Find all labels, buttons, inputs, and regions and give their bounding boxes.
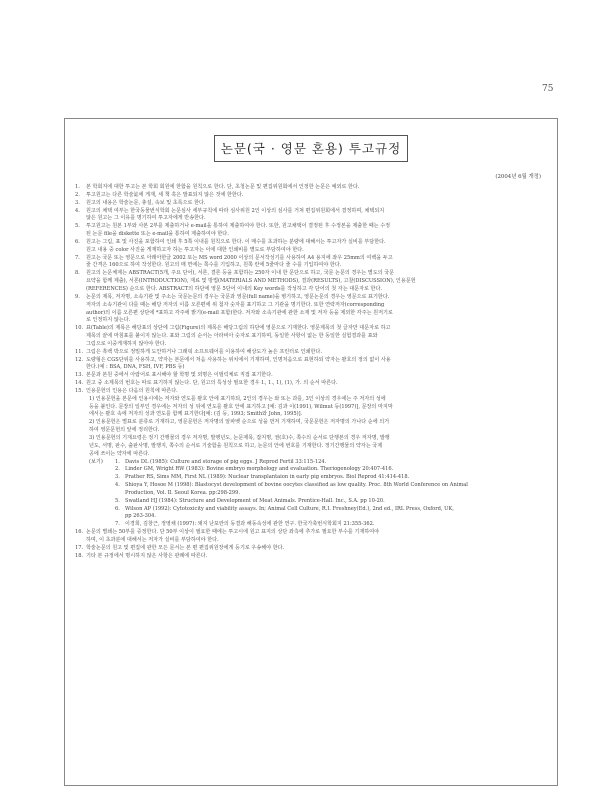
reference-text: [125, 521, 547, 529]
rule-line: 않은 원고는 그 이유를 명기하여 투고자에게 반송한다.: [86, 215, 206, 222]
reference-example: [75, 521, 547, 529]
rule-text: [86, 208, 547, 224]
rule-item: [75, 239, 547, 255]
reference-index: 6.: [115, 505, 120, 512]
rule-text: [86, 223, 547, 239]
reference-line: Production, Vol. Ⅱ. Seoul Korea. pp:298-299.: [125, 489, 241, 496]
example-label: [89, 506, 115, 522]
rule-number: 8.: [75, 270, 80, 277]
rule-line: 그림은 흑백 박으로 정밀하게 도안하거나 그래픽 소프트웨어를 이용하여 해상도가 높은 프린터로 인쇄한다.: [86, 348, 322, 355]
rule-line: 원고의 채택 여부는 한국동물번식학회 논문심사 세부규칙에 따라 심사위원 2인 이상의 심사를 거쳐 편집위원회에서 결정하며, 채택되지: [86, 207, 385, 214]
rule-line: 도량형은 CGS단위를 사용하고, 약자는 본문에서 처음 사용하는 위치에서 기재하며, 인명처음으로 표현하되 약자는 괄호의 정의 없이 사용: [86, 356, 391, 363]
reference-entry: [115, 482, 547, 498]
rule-number: 1.: [75, 184, 80, 190]
reference-index: 3.: [115, 474, 120, 481]
rule-number: 15.: [75, 387, 84, 394]
rule-text: [86, 200, 547, 208]
rule-number: 10.: [75, 325, 84, 332]
reference-line: Swatland HJ (1984): Structure and Development of Meat Animals. Prentice-Hall. Inc., S.A. pp 10-20.: [125, 497, 385, 504]
rule-line: 학술논문의 원고 및 편집에 관한 모든 문서는 본 편 편집위원장에게 등기로 우송해야 한다.: [86, 544, 285, 551]
reference-text: [125, 474, 547, 482]
rule-number: 3.: [75, 199, 80, 206]
example-label: [89, 498, 115, 506]
rule-line: 원고는 그림, 표 및 사진을 포함하여 인쇄 후 5쪽 이내를 원칙으로 한다. 이 매수를 초과하는 분량에 대해서는 투고자가 실비를 부담한다.: [86, 238, 386, 245]
rule-item: [75, 357, 547, 373]
rule-number: 4.: [75, 207, 80, 214]
rule-line: 논문의 별쇄는 50부를 증정한다. 단 50부 이상이 필요한 때에는 투고시에 원고 표지의 상단 좌측에 추가로 필요한 부수를 기재하여야: [86, 529, 380, 536]
rule-line: 원고 내용 중 color 사진을 게재하고자 하는 투고자는 이에 대한 인쇄비를 별도로 부담하여야 한다.: [86, 246, 304, 253]
reference-line: pp 263-304.: [125, 513, 156, 520]
page-number: 75: [542, 84, 554, 94]
reference-index: 7.: [115, 521, 120, 528]
rule-number: 14.: [75, 380, 84, 387]
reference-text: [125, 482, 547, 498]
rule-line: 투고원고는 원본 1부와 사본 2부를 제출하거나 e-mail을 통하여 제출하여야 한다. 또한, 원고채택이 결정된 후 수정본을 제출한 때는 수정: [86, 223, 391, 230]
rule-item: [75, 294, 547, 325]
rule-item: [75, 349, 547, 357]
reference-line: 이경희, 김창근, 정영채 (1997): 돼지 난포란의 동결과 해동속성에 관한 연구. 한국가축번식학회지 21:355-362.: [125, 521, 375, 528]
rule-line: 한다.(예 : BSA, DNA, FSH, IVF, PBS 등): [86, 364, 185, 371]
rule-item: [75, 325, 547, 349]
rule-number: 13.: [75, 372, 84, 379]
reference-body: [115, 498, 547, 506]
rule-line: 투고원고는 다른 학술誌에 게재, 세 책 혹은 발표되지 않은 것에 한한다.: [86, 191, 244, 198]
example-label: (보기): [89, 458, 103, 465]
rule-text: [86, 294, 547, 325]
reference-text: [125, 498, 547, 506]
rule-line: 줄 간격은 160으로 하여 작성한다. 원고의 매 면에는 쪽수를 기입하고, 원쪽 란에 5줄마다 줄 수를 기입하여야 한다.: [86, 262, 342, 269]
rule-text: [86, 184, 547, 192]
reference-entry: [115, 506, 547, 522]
rule-line: 된 논문 file을 diskette 또는 e-mail을 통하여 제출하여야 한다.: [86, 231, 229, 238]
reference-line: Davis DL (1985): Culture and storage of pig eggs. J Reprod Fertil 33:115-124.: [125, 458, 327, 465]
citation-rule: [75, 396, 547, 420]
citation-rule-line: 공에 쓰이는 약자에 따른다.: [89, 450, 150, 457]
reference-body: [115, 521, 547, 529]
example-label: [89, 474, 115, 482]
rule-line: 요약을 함께 제출), 서론(INTRODUCTION), 재료 및 방법(MATERIALS AND METHODS), 결과(RESULTS), 고찰(DISCUSSION), 인용문헌: [86, 278, 416, 285]
reference-example: [75, 482, 547, 498]
rule-text: [86, 349, 547, 357]
rule-line: 그림으로 이중게재하지 않아야 한다.: [86, 340, 167, 347]
rule-item: [75, 192, 547, 200]
rule-number: 11.: [75, 348, 84, 355]
reference-line: Shioya Y, Hosoe M (1998): Blastocyst development of bovine oocytes classified as low quality. Proc. 8th World Conference on Animal: [125, 482, 468, 489]
revision-date: (2004년 6월 개정): [495, 174, 541, 180]
rule-line: 저자의 소속기관이 다를 때는 해당 저자의 이름 오른편에 위 첨자 숫자를 표기하고 그 기관을 명기한다. 또한 연락저자(corresponding: [86, 301, 385, 308]
example-label: [89, 482, 115, 498]
rule-item: [75, 270, 547, 294]
rule-item: [75, 223, 547, 239]
reference-index: 1.: [115, 458, 120, 465]
citation-rule-line: 3) 인용문헌의 기재요령은 정기 간행물의 경우 저자명, 발행년도, 논문제목, 잡지명, 권(호)수, 쪽수의 순서로 단행본의 경우 저자명, 발행: [89, 435, 390, 441]
rule-number: 2.: [75, 191, 80, 198]
rule-text: [86, 192, 547, 200]
rule-line: 원고는 국문 또는 영문으로 아래아한글 2002 또는 MS word 2000 이상의 문서작성기를 사용하여 A4 용지에 좌우 25mm의 여백을 두고: [86, 254, 393, 261]
reference-index: 5.: [115, 497, 120, 504]
rule-text: [86, 270, 547, 294]
rule-item: [75, 372, 547, 380]
rule-item: [75, 388, 547, 396]
reference-entry: [115, 474, 547, 482]
citation-rule-line: 등을 붙인다. 문장의 일부인 경우에는 저자의 성 뒤에 연도를 괄호 안에 표기하고 [예: 김과 이(1991), Wilmut 등(1997)], 문장의 마지막: [89, 403, 393, 410]
rule-line: 로 인정하지 않는다.: [86, 317, 131, 324]
rule-line: 기타 본 규정에서 명시하지 않은 사항은 관례에 따른다.: [86, 552, 208, 559]
rule-text: [86, 357, 547, 373]
rule-line: 논문의 제목, 저자명, 소속기관 및 주소는 국문논문의 경우는 국문과 영문(full name)을 병기하고, 영문논문의 경우는 영문으로 표기한다.: [86, 293, 390, 300]
rule-number: 12.: [75, 356, 84, 363]
citation-rule-line: 에서는 괄호 속에 저자의 성과 연도를 함께 표기한다[예: (김 등, 1993; Smith와 John, 1995)].: [89, 411, 303, 418]
reference-text: [125, 506, 547, 522]
reference-line: Linder GM, Wright RW (1983): Bovine embryo morphology and evaluation. Theriogenology 20:407-416.: [125, 466, 394, 473]
citation-rule-line: 2) 인용문헌은 별표로 분류로 기재하고, 영문문헌은 저자명의 알파벳 순으로 성을 먼저 기재하며, 국문문헌은 저자명의 가나다 순에 의거: [89, 419, 390, 426]
rule-text: [86, 239, 547, 255]
reference-entry: [115, 498, 547, 506]
rule-text: [86, 380, 547, 388]
rule-text: [86, 372, 547, 380]
rule-text: [86, 255, 547, 271]
citation-rule: [75, 419, 547, 435]
reference-index: 2.: [115, 466, 120, 473]
rule-text: [86, 545, 547, 553]
rule-number: 18.: [75, 552, 84, 559]
page-title: 논문(국 · 영문 혼용) 투고규정: [214, 135, 408, 162]
rule-item: [75, 529, 547, 545]
rule-line: 제목의 끝에 마침표를 붙이지 않는다. 표와 그림의 순서는 아라비아 숫자로 표기하며, 동일한 사항이 없는 한 동일한 실험결과를 표와: [86, 333, 378, 340]
rule-item: [75, 553, 547, 561]
example-label: [89, 521, 115, 529]
citation-rule-line: 년도, 서명, 판수, 출판사명, 발행지, 쪽수의 순서로 기술함을 원칙으로 하고, 논문의 안에 번호를 기재한다. 정기간행물의 약자는 국제: [89, 442, 383, 449]
rule-item: [75, 380, 547, 388]
reference-body: [115, 474, 547, 482]
rule-line: author)의 이름 오른편 상단에 *표하고 각주에 밝기(e-mail 포함)한다. 저자와 소속기관에 관한 소재 및 저자 등을 제외한 각주는 원저기로: [86, 309, 393, 316]
rule-line: 원고의 논문체제는 ABSTRACT(5개, 주요 단어), 서론, 결론 등을 포함하는 250자 이내 한 문단으로 하고, 국문 논문의 경우는 별도의 국문: [86, 270, 395, 277]
reference-entry: [115, 521, 547, 529]
rule-number: 6.: [75, 238, 80, 245]
rules-list: [75, 184, 547, 561]
rule-text: [86, 388, 547, 396]
reference-example: [75, 474, 547, 482]
rule-text: [86, 529, 547, 545]
reference-line: Wilson AP (1992): Cytotoxicity and viability assays. In; Animal Cell Culture, R.I. Freshney(Ed.), 2nd ed., IRL Press, Oxford, UK,: [125, 505, 454, 512]
rule-line: 인용문헌의 인용은 다음의 원칙에 따른다.: [86, 387, 178, 394]
guidelines-frame: [64, 118, 558, 786]
rule-line: 원고의 내용은 학술논문, 총설, 속보 및 초록으로 한다.: [86, 199, 206, 206]
reference-example: [75, 498, 547, 506]
rule-text: [86, 325, 547, 349]
rule-number: 7.: [75, 254, 80, 261]
rule-number: 5.: [75, 223, 80, 230]
reference-body: [115, 482, 547, 498]
rule-text: [86, 553, 547, 561]
rule-number: 16.: [75, 529, 84, 536]
rule-line: 본 학회지에 대한 투고는 본 학회 회원에 한함을 원칙으로 한다. 단, 초청논문 및 편집위원회에서 인정한 논문은 예외로 한다.: [86, 184, 360, 190]
rule-number: 17.: [75, 544, 84, 551]
rule-item: [75, 255, 547, 271]
citation-rule-line: 하여 영문문헌의 앞에 정리한다.: [89, 427, 160, 434]
reference-index: 4.: [115, 482, 120, 489]
citation-rule-line: 1) 인용문헌을 본문에 인용시에는 저자와 연도를 괄호 안에 표기하되, 2인의 경우는 와 또는 과를, 3인 이상의 경우에는 주 저자의 성에: [89, 395, 386, 402]
rule-item: [75, 184, 547, 192]
reference-body: [115, 506, 547, 522]
rule-line: 하며, 이 초과분에 대해서는 저자가 실비를 부담하여야 한다.: [86, 536, 219, 543]
rule-item: [75, 208, 547, 224]
rule-line: 원고 중 소제목의 번호는 따로 표기하지 않는다. 단, 원고의 특성상 필요한 경우 I., 1., 1), (1), 가. 의 순서 따른다.: [86, 380, 338, 387]
reference-example: [75, 506, 547, 522]
rule-item: [75, 200, 547, 208]
reference-line: Prather RS, Sims MM, First NL (1989): Nuclear transplantaion in early pig embryos. Biol Reprod 41:414-418.: [125, 474, 410, 481]
rule-item: [75, 545, 547, 553]
rule-line: 표(Table)의 제목은 해당표의 상단에 그림(Figure)의 제목은 해당그림의 하단에 영문으로 기재한다. 영문제목의 첫 글자만 대문자로 하고: [86, 325, 391, 332]
rule-line: 본문과 본원 중에서 아랍어로 표시해야 할 학명 및 외명은 이탤릭체로 직접 표기한다.: [86, 372, 273, 379]
citation-rule: [75, 435, 547, 459]
rule-line: (REFERENCES) 순으로 한다. ABSTRACT의 하단에 영문 5단어 이내의 Key words를 작성하고 각 단어의 첫 자는 대문자로 한다.: [86, 285, 382, 292]
example-label: [89, 466, 115, 474]
rule-number: 9.: [75, 293, 80, 300]
